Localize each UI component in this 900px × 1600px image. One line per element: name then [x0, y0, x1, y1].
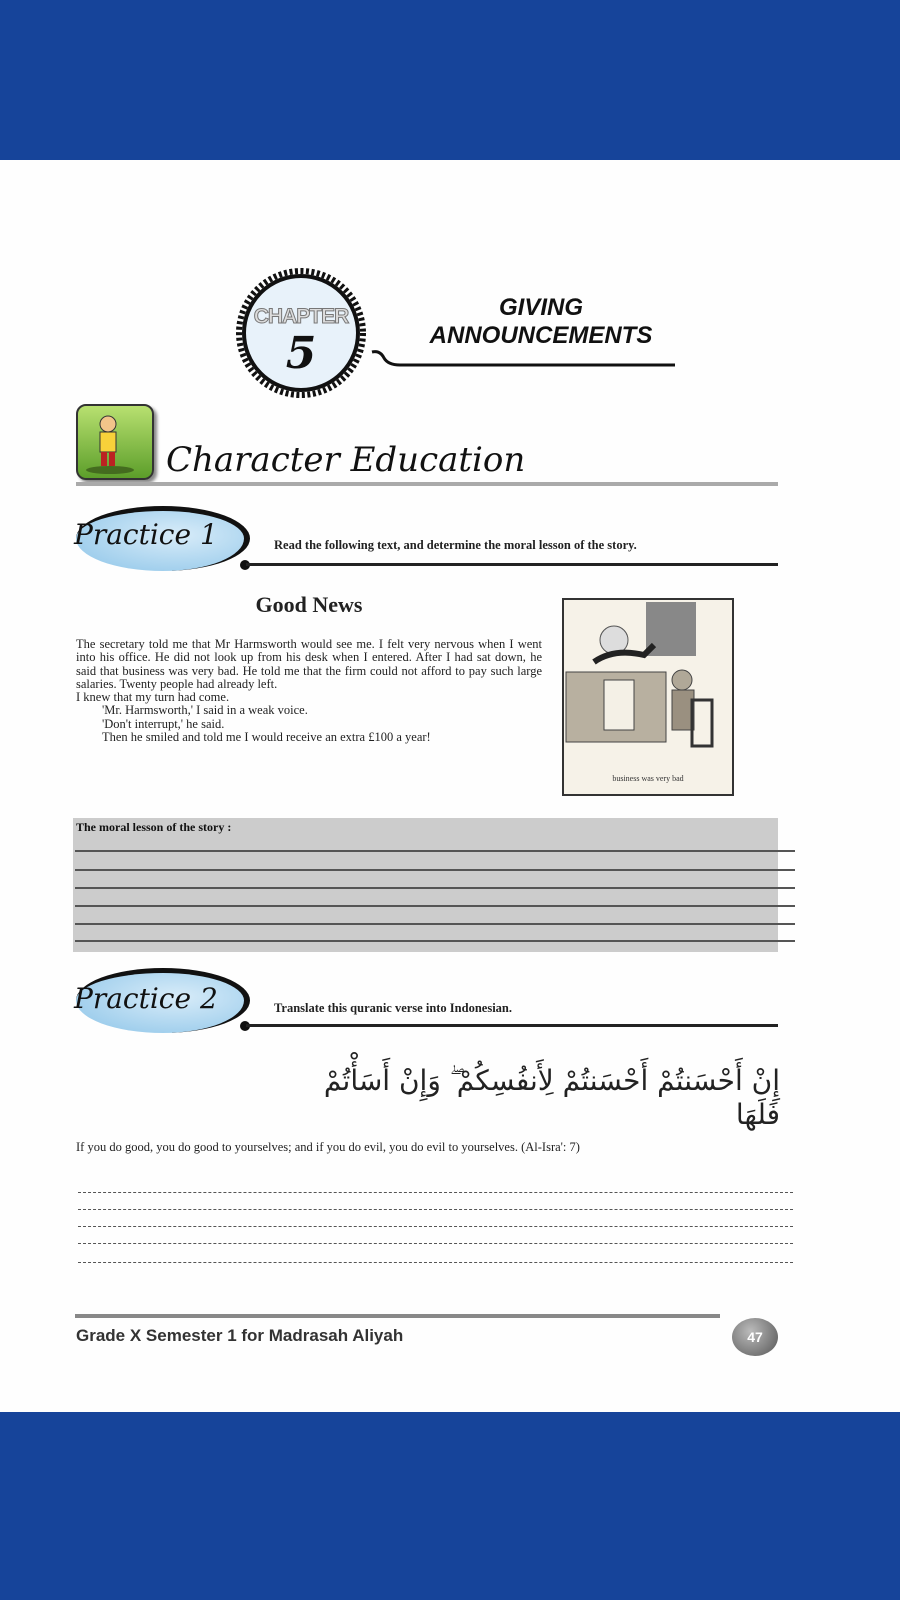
- chapter-title-line1: GIVING: [498, 294, 583, 321]
- answer-line: [75, 869, 795, 871]
- practice2-rule: [246, 1024, 778, 1027]
- practice2-label: Practice 2: [74, 982, 218, 1015]
- answer-line: [75, 923, 795, 925]
- moral-label: The moral lesson of the story :: [76, 820, 232, 834]
- story-line: 'Don't interrupt,' he said.: [102, 716, 225, 731]
- practice2-instruction: Translate this quranic verse into Indonesian.: [274, 1001, 512, 1015]
- office-cartoon-image: [564, 600, 732, 770]
- story-illustration: [562, 598, 734, 796]
- practice1-label: Practice 1: [74, 518, 218, 551]
- arabic-verse: إِنْ أَحْسَنتُمْ أَحْسَنتُمْ لِأَنفُسِكُمْ ۖ وَإِنْ أَسَأْتُمْ فَلَهَا: [323, 1064, 780, 1131]
- answer-line: [75, 887, 795, 889]
- answer-line[interactable]: [78, 1192, 793, 1193]
- answer-line: [75, 940, 795, 942]
- answer-line: [75, 905, 795, 907]
- story-line: Then he smiled and told me I would receive an extra £100 a year!: [102, 730, 431, 745]
- story-line: 'Mr. Harmsworth,' I said in a weak voice.: [102, 703, 308, 718]
- story-text: [76, 638, 542, 744]
- answer-line[interactable]: [78, 1226, 793, 1227]
- practice1-rule: [246, 563, 778, 566]
- footer-rule: [75, 1314, 720, 1318]
- illustration-caption: business was very bad: [612, 774, 684, 783]
- page-number: 47: [732, 1318, 778, 1356]
- section-title: Character Education: [166, 440, 526, 480]
- answer-line[interactable]: [78, 1209, 793, 1210]
- answer-line: [75, 850, 795, 852]
- practice1-instruction: Read the following text, and determine the moral lesson of the story.: [274, 538, 637, 552]
- chapter-title-line2: ANNOUNCEMENTS: [429, 322, 653, 349]
- story-title: Good News: [255, 592, 363, 617]
- top-bar: [0, 0, 900, 160]
- story-line: I knew that my turn had come.: [76, 690, 230, 705]
- footer-text: Grade X Semester 1 for Madrasah Aliyah: [76, 1326, 404, 1345]
- verse-translation: If you do good, you do good to yourselves; and if you do evil, you do evil to yourselves. (Al-Isra': 7): [76, 1140, 580, 1154]
- bottom-bar: [0, 1412, 900, 1600]
- chapter-title: [400, 294, 682, 350]
- chapter-underline: [370, 348, 680, 370]
- chapter-number: 5: [285, 328, 317, 379]
- answer-line[interactable]: [78, 1262, 793, 1263]
- chapter-label: CHAPTER: [253, 305, 349, 328]
- answer-line[interactable]: [78, 1243, 793, 1244]
- section-rule: [76, 482, 778, 486]
- moral-answer-area[interactable]: [73, 818, 778, 952]
- character-icon: [76, 404, 154, 480]
- story-paragraph: The secretary told me that Mr Harmsworth would see me. I felt very nervous when I went into his office. He did not look up from his desk when I entered. After I had sat down, he said that business was very bad. He told me that the firm could not afford to pay such large salaries. Twenty people had already left.: [76, 637, 542, 691]
